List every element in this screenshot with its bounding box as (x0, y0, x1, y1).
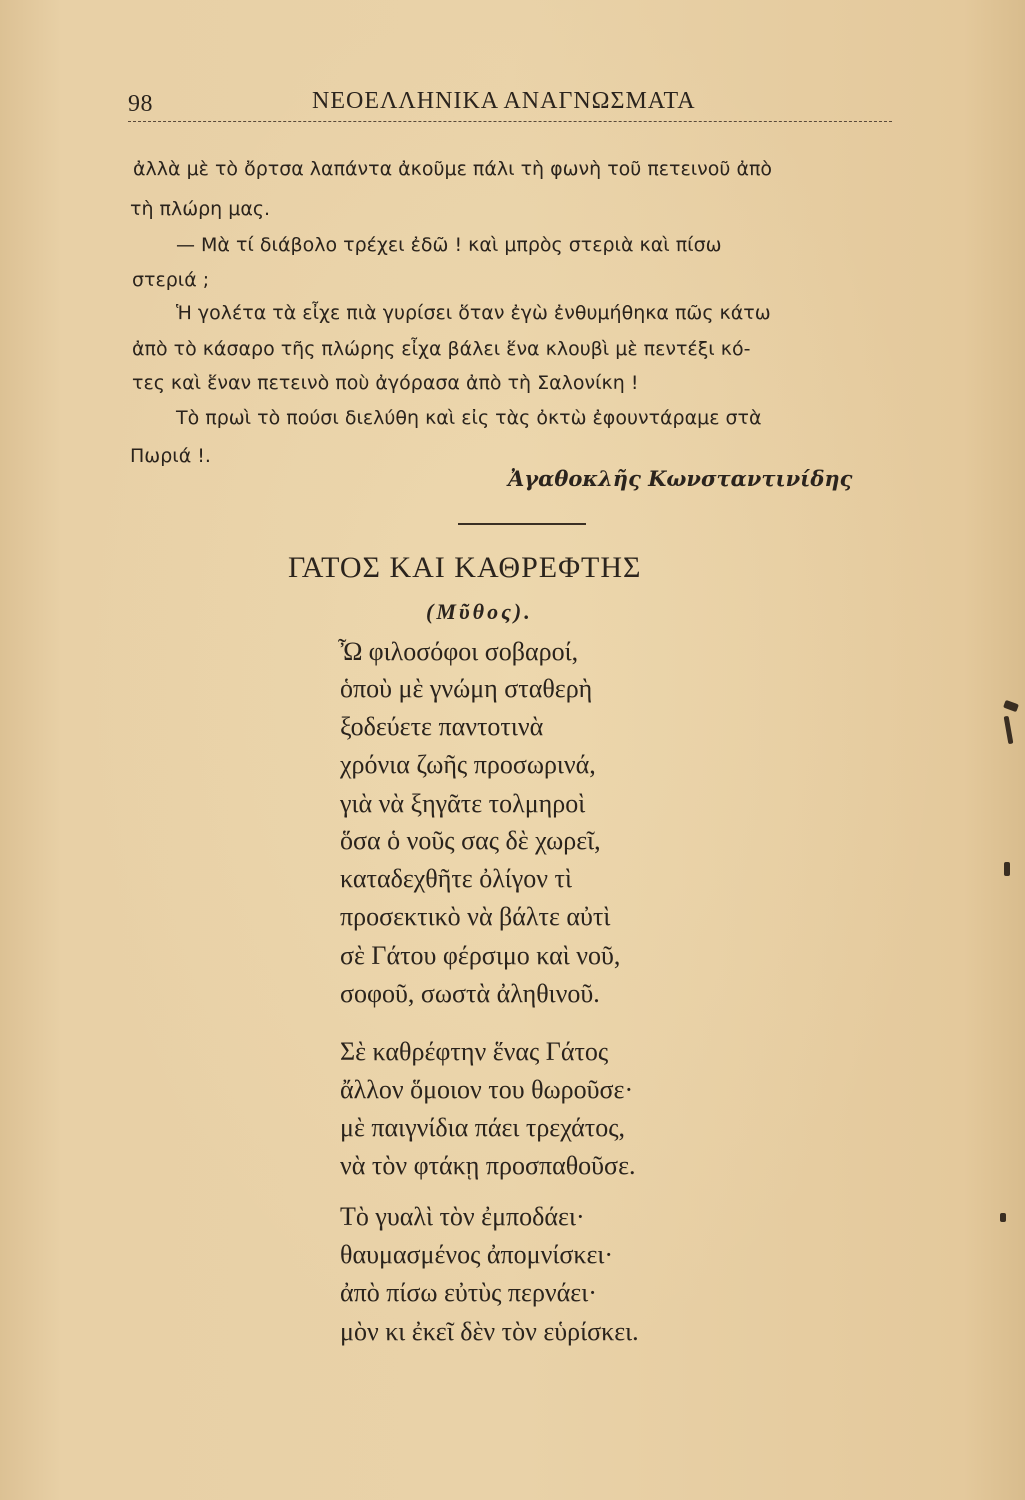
verse-line: μὸν κι ἐκεῖ δὲν τὸν εὑρίσκει. (340, 1317, 639, 1346)
prose-line: ἀλλὰ μὲ τὸ ὄρτσα λαπάντα ἀκοῦμε πάλι τὴ φωνὴ τοῦ πετεινοῦ ἀπὸ (133, 158, 773, 180)
verse-line: θαυμασμένος ἀπομνίσκει· (340, 1240, 614, 1269)
prose-line: στεριά ; (132, 269, 210, 291)
header-rule (128, 121, 892, 122)
verse-line: μὲ παιγνίδια πάει τρεχάτος, (340, 1113, 626, 1142)
verse-line: Τὸ γυαλὶ τὸν ἐμποδάει· (340, 1202, 585, 1231)
prose-line: — Μὰ τί διάβολο τρέχει ἐδῶ ! καὶ μπρὸς στεριὰ καὶ πίσω (176, 234, 722, 256)
prose-line: ἀπὸ τὸ κάσαρο τῆς πλώρης εἶχα βάλει ἕνα κλουβὶ μὲ πεντέξι κό- (132, 338, 751, 360)
ink-smudge (1003, 700, 1019, 712)
verse-line: Ὦ φιλοσόφοι σοβαροί, (338, 637, 579, 666)
poem-title: ΓΑΤΟΣ ΚΑΙ ΚΑΘΡΕΦΤΗΣ (288, 551, 642, 584)
ink-smudge (1004, 862, 1010, 876)
verse-line: Σὲ καθρέφτην ἕνας Γάτος (340, 1037, 609, 1066)
prose-line: τὴ πλώρη μας. (130, 198, 271, 220)
prose-line: Τὸ πρωὶ τὸ πούσι διελύθη καὶ εἰς τὰς ὀκτὼ ἐφουντάραμε στὰ (176, 407, 762, 429)
verse-line: ἀπὸ πίσω εὐτὺς περνάει· (340, 1278, 597, 1307)
verse-line: χρόνια ζωῆς προσωρινά, (340, 750, 596, 779)
verse-line: νὰ τὸν φτάκῃ προσπαθοῦσε. (340, 1151, 636, 1180)
poem-subtitle: (Μῦθος). (426, 599, 533, 624)
page-number: 98 (128, 91, 153, 117)
verse-line: ὅσα ὁ νοῦς σας δὲ χωρεῖ, (340, 826, 601, 855)
section-divider (458, 523, 586, 525)
verse-line: σοφοῦ, σωστὰ ἀληθινοῦ. (340, 979, 600, 1008)
ink-smudge (1000, 1213, 1006, 1222)
ink-smudge (1004, 716, 1014, 744)
running-title: ΝΕΟΕΛΛΗΝΙΚΑ ΑΝΑΓΝΩΣΜΑΤΑ (312, 88, 696, 114)
verse-line: ἄλλον ὅμοιον του θωροῦσε· (340, 1075, 634, 1104)
verse-line: προσεκτικὸ νὰ βάλτε αὐτὶ (340, 902, 611, 931)
verse-line: καταδεχθῆτε ὀλίγον τὶ (340, 864, 572, 893)
prose-line: τες καὶ ἕναν πετεινὸ ποὺ ἀγόρασα ἀπὸ τὴ Σαλονίκη ! (132, 372, 639, 394)
prose-line: Πωριά !. (130, 445, 211, 467)
verse-line: σὲ Γάτου φέρσιμο καὶ νοῦ, (340, 941, 621, 970)
prose-line: Ἡ γολέτα τὰ εἶχε πιὰ γυρίσει ὅταν ἐγὼ ἐνθυμήθηκα πῶς κάτω (176, 302, 771, 324)
verse-line: ξοδεύετε παντοτινὰ (340, 712, 544, 741)
author-signature: Ἀγαθοκλῆς Κωνσταντινίδης (508, 466, 853, 491)
verse-line: ὁποὺ μὲ γνώμη σταθερὴ (340, 674, 593, 703)
verse-line: γιὰ νὰ ξηγᾶτε τολμηροὶ (340, 789, 586, 818)
